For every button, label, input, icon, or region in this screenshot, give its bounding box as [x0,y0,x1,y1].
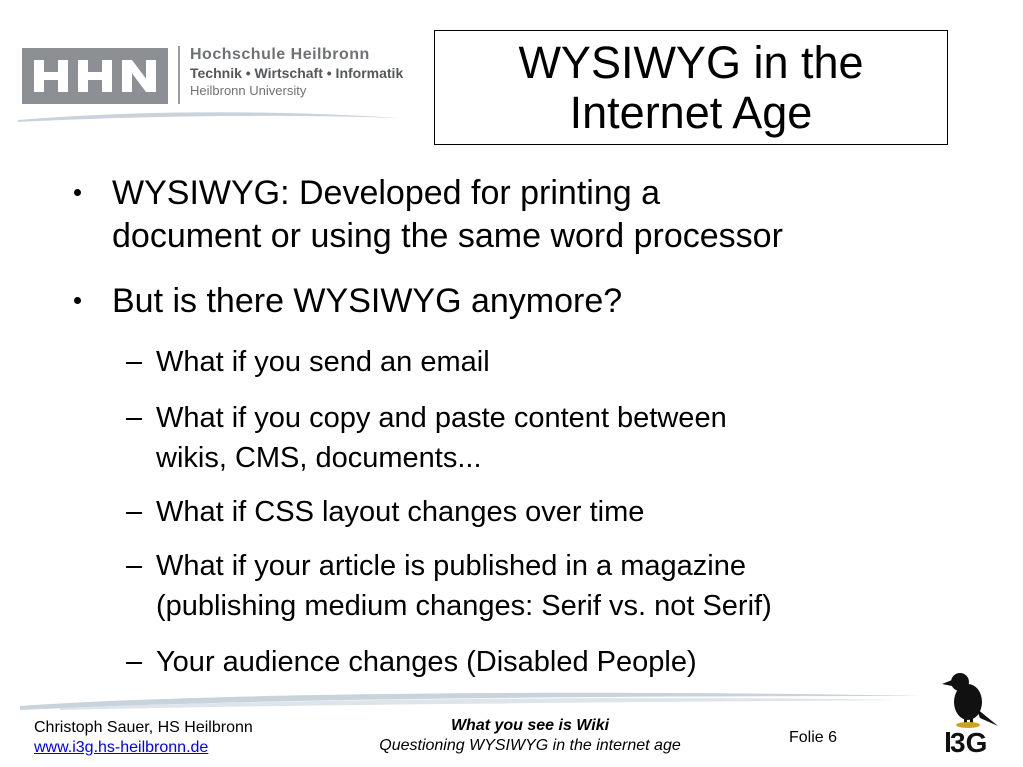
sub-bullet-line: What if you copy and paste content between [156,402,727,434]
university-logo [18,40,438,130]
bullet-line: But is there WYSIWYG anymore? [112,282,623,320]
slide-title [434,30,948,145]
raven-logo-icon [942,673,998,728]
logo-divider [178,46,180,104]
footer-subtitle: Questioning WYSIWYG in the internet age [379,737,681,754]
sub-bullet-line: Your audience changes (Disabled People) [156,646,697,678]
dash-bullet-icon [126,662,142,664]
footer-talk-title [330,716,730,756]
dash-bullet-icon [126,566,142,568]
dash-bullet-icon [126,512,142,514]
title-line-2: Internet Age [569,86,813,138]
logo-text [190,46,403,100]
footer-website-link[interactable]: www.i3g.hs-heilbronn.de [34,739,209,756]
footer-title: What you see is Wiki [450,717,610,734]
sub-bullet-text [156,546,772,626]
i3g-logo-icon [940,668,1006,756]
sub-bullet-text [156,492,644,532]
sub-bullet-line: What if CSS layout changes over time [156,496,645,528]
logo-swoosh-decoration [18,108,398,124]
svg-text:3G: 3G [950,727,988,756]
sub-bullet-text [156,642,697,682]
logo-english-name: Heilbronn University [190,83,307,98]
dash-bullet-icon [126,418,142,420]
bullet-line: WYSIWYG: Developed for printing a [112,174,661,212]
bullet-text [112,172,783,258]
logo-university-name: Hochschule Heilbronn [190,46,370,63]
footer-author: Christoph Sauer, HS Heilbronn [34,719,253,736]
sub-bullet-line: wikis, CMS, documents... [156,442,482,474]
slide-number: Folie 6 [789,729,838,746]
footer-author-block [34,718,253,758]
sub-bullet-line: What if your article is published in a magazine [156,550,746,582]
bullet-line: document or using the same word processor [112,217,783,255]
dash-bullet-icon [126,362,142,364]
footer-swoosh-decoration [20,688,920,712]
bullet-dot-icon [74,189,81,196]
hhn-letters-icon [22,48,168,104]
bullet-text [112,280,622,323]
bullet-dot-icon [74,297,81,304]
sub-bullet-line: What if you send an email [156,346,490,378]
title-line-1: WYSIWYG in the [518,36,864,88]
sub-bullet-line: (publishing medium changes: Serif vs. not Serif) [156,590,772,622]
sub-bullet-text [156,398,727,478]
sub-bullet-text [156,342,490,382]
hhn-logo-mark [22,48,168,104]
logo-faculties: Technik • Wirtschaft • Informatik [190,65,404,81]
